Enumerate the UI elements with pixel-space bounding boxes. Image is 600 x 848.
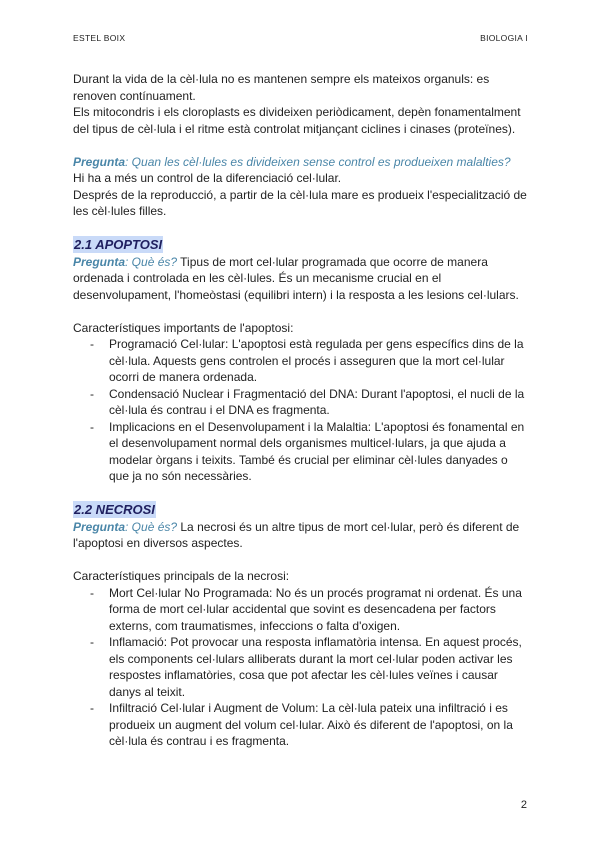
question-1 [73,154,529,171]
intro-paragraph-1: Durant la vida de la cèl·lula no es mantenen sempre els mateixos organuls: es renoven contínuament. [73,72,490,103]
list-item: - Mort Cel·lular No Programada: No és un procés programat ni ordenat. És una forma de mort cel·lular accidental que sovint es desencadena per factors externs, com traumatismes, infeccions o falta d'oxigen. [109,585,529,635]
question-text: : Què és? [125,254,178,269]
definition-text: Tipus de mort cel·lular programada que ocorre de manera ordenada i controlada en les cèl·lules. És un mecanisme crucial en el desenvolupament, l'homeòstasi (equilibri intern) i la resposta a les lesions cel·lulars. [73,254,519,302]
section-heading-apoptosi: 2.1 APOPTOSI [74,237,163,252]
header-subject: BIOLOGIA I [480,33,528,43]
question-label: Pregunta [73,154,126,169]
page-body [73,71,529,750]
apoptosi-list-title: Característiques importants de l'apoptosi: [73,320,294,335]
list-item: - Condensació Nuclear i Fragmentació del DNA: Durant l'apoptosi, el nucli de la cèl·lula és contrau i el DNA es fragmenta. [109,386,529,419]
apoptosi-definition [73,254,529,304]
question-label: Pregunta [73,519,126,534]
list-item: - Infiltració Cel·lular i Augment de Volum: La cèl·lula pateix una infiltració i es produeix un augment del volum cel·lular. Això és diferent de l'apoptosi, on la cèl·lula és contrau i es fragmenta. [109,700,529,750]
question-text: : Quan les cèl·lules es divideixen sense control es produeixen malalties? [125,154,511,169]
answer-1: Hi ha a més un control de la diferenciació cel·lular. [73,171,342,185]
page-number: 2 [520,799,527,811]
question-label: Pregunta [73,254,126,269]
list-item: - Implicacions en el Desenvolupament i la Malaltia: L'apoptosi és fonamental en el desenvolupament normal dels organismes multicel·lulars, ja que ajuda a modelar òrgans i teixits. També és crucial per eliminar cèl·lules danyades o que ja no són necessàries. [109,419,529,485]
list-item: - Inflamació: Pot provocar una resposta inflamatòria intensa. En aquest procés, els components cel·lulars alliberats durant la mort cel·lular poden activar les respostes inflamatòries, cosa que pot afectar les cèl·lules veïnes i causar danys al teixit. [109,634,529,700]
definition-text: La necrosi és un altre tipus de mort cel·lular, però és diferent de l'apoptosi en diversos aspectes. [73,519,520,550]
necrosi-list [73,585,529,750]
header-author: ESTEL BOIX [73,33,126,43]
answer-2: Després de la reproducció, a partir de la cèl·lula mare es produeix l'especialització de les cèl·lules filles. [73,187,527,218]
apoptosi-list [73,336,529,485]
necrosi-definition [73,519,529,552]
question-text: : Què és? [125,519,178,534]
necrosi-list-title: Característiques principals de la necrosi: [73,569,290,583]
section-heading-necrosi: 2.2 NECROSI [74,502,155,517]
list-item: - Programació Cel·lular: L'apoptosi està regulada per gens específics dins de la cèl·lula. Aquests gens controlen el procés i asseguren que la mort cel·lular ocorri de manera ordenada. [109,336,529,386]
intro-paragraph-2: Els mitocondris i els cloroplasts es divideixen periòdicament, depèn fonamentalment del tipus de cèl·lula i el ritme està controlat mitjançant ciclines i cinases (proteïnes). [73,105,521,136]
